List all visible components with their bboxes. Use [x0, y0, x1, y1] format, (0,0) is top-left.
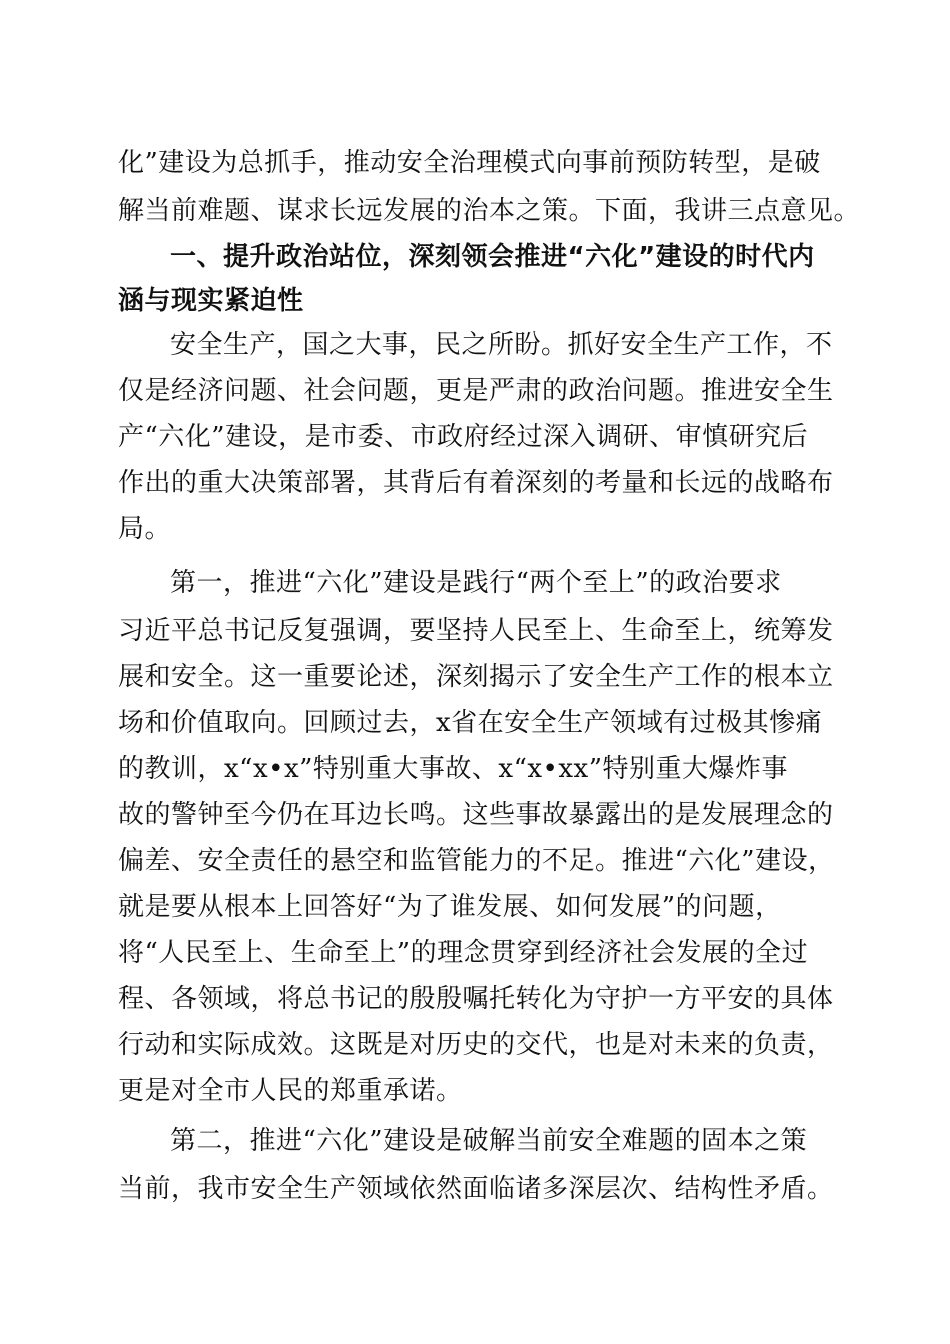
text-line: 展和安全。这一重要论述，深刻揭示了安全生产工作的根本立 [118, 662, 834, 692]
text-line: 当前，我市安全生产领域依然面临诸多深层次、结构性矛盾。 [118, 1174, 834, 1204]
text-line: 场和价值取向。回顾过去，x省在安全生产领域有过极其惨痛 [118, 708, 823, 738]
text-line: 更是对全市人民的郑重承诺。 [118, 1076, 463, 1106]
text-line: 化”建设为总抓手，推动安全治理模式向事前预防转型，是破 [118, 148, 821, 178]
text-line: 作出的重大决策部署，其背后有着深刻的考量和长远的战略布 [118, 468, 834, 498]
subheading-line: 第二，推进“六化”建设是破解当前安全难题的固本之策 [170, 1126, 808, 1156]
text-line: 安全生产，国之大事，民之所盼。抓好安全生产工作，不 [170, 330, 833, 360]
text-line: 偏差、安全责任的悬空和监管能力的不足。推进“六化”建设， [118, 846, 835, 876]
section-heading-continued: 涵与现实紧迫性 [118, 286, 304, 316]
subheading-line: 第一，推进“六化”建设是践行“两个至上”的政治要求 [170, 568, 782, 598]
text-line: 的教训，x“x•x”特别重大事故、x“x•xx”特别重大爆炸事 [118, 754, 788, 784]
text-line: 就是要从根本上回答好“为了谁发展、如何发展”的问题， [118, 892, 782, 922]
text-line: 故的警钟至今仍在耳边长鸣。这些事故暴露出的是发展理念的 [118, 800, 834, 830]
section-heading: 一、提升政治站位，深刻领会推进“六化”建设的时代内 [170, 242, 815, 272]
text-line: 程、各领域，将总书记的殷殷嘱托转化为守护一方平安的具体 [118, 984, 834, 1014]
text-line: 解当前难题、谋求长远发展的治本之策。下面，我讲三点意见。 [118, 196, 861, 226]
text-line: 将“人民至上、生命至上”的理念贯穿到经济社会发展的全过 [118, 938, 809, 968]
text-line: 局。 [118, 514, 172, 544]
text-line: 习近平总书记反复强调，要坚持人民至上、生命至上，统筹发 [118, 616, 834, 646]
text-line: 行动和实际成效。这既是对历史的交代，也是对未来的负责， [118, 1030, 834, 1060]
text-line: 仅是经济问题、社会问题，更是严肃的政治问题。推进安全生 [118, 376, 834, 406]
text-line: 产“六化”建设，是市委、市政府经过深入调研、审慎研究后 [118, 422, 809, 452]
